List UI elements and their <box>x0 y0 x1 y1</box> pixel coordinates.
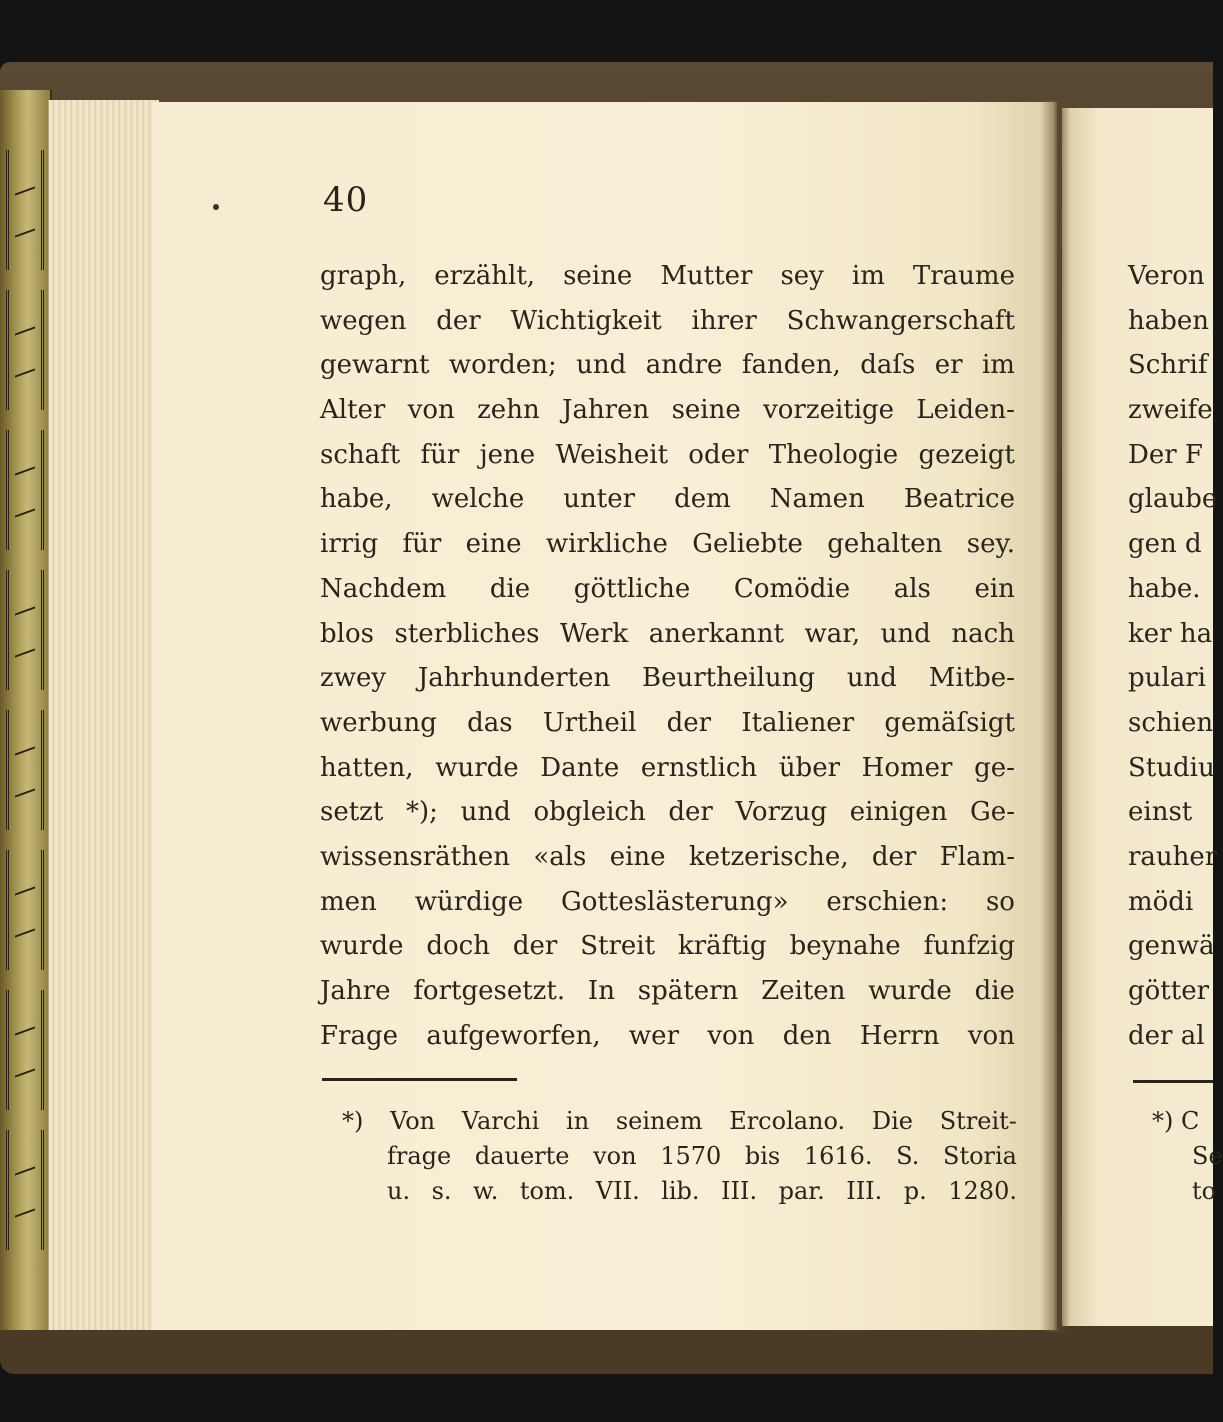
text-line: Frage aufgeworfen, wer von den Herrn von <box>320 1020 1015 1051</box>
spine-ornament-icon <box>6 710 44 830</box>
text-line: gen d <box>1128 529 1202 560</box>
text-line: gewarnt worden; und andre fanden, daſs er im <box>320 350 1015 381</box>
footnote-divider <box>322 1078 517 1081</box>
spine-ornament-icon <box>6 150 44 270</box>
text-line: setzt *); und obgleich der Vorzug einigen Ge- <box>320 797 1015 828</box>
footnote-line: Se <box>1192 1142 1223 1170</box>
text-line: der al <box>1128 1020 1205 1051</box>
text-line: glaube <box>1128 484 1218 515</box>
text-line: werbung das Urtheil der Italiener gemäſsigt <box>320 707 1015 738</box>
footnote-line: frage dauerte von 1570 bis 1616. S. Storia <box>387 1142 1017 1170</box>
text-line: Alter von zehn Jahren seine vorzeitige Leiden- <box>320 395 1015 426</box>
footnote-line: to <box>1192 1177 1217 1205</box>
text-line: pulari <box>1128 663 1206 694</box>
text-line: habe. <box>1128 573 1201 604</box>
text-line: haben <box>1128 305 1210 336</box>
text-line: wegen der Wichtigkeit ihrer Schwangerschaft <box>320 305 1015 336</box>
text-line: zwey Jahrhunderten Beurtheilung und Mitbe- <box>320 663 1015 694</box>
text-line: Jahre fortgesetzt. In spätern Zeiten wurde die <box>320 976 1015 1006</box>
footnote <box>1152 1104 1223 1209</box>
text-line: rauher <box>1128 841 1218 872</box>
text-line: men würdige Gotteslästerung» erschien: so <box>320 886 1015 917</box>
text-line: Schrif <box>1128 350 1208 381</box>
spine-ornament-icon <box>6 850 44 970</box>
text-line: ker ha <box>1128 618 1213 649</box>
page-number: 40 <box>323 180 369 220</box>
text-line: hatten, wurde Dante ernstlich über Homer ge- <box>320 752 1015 783</box>
text-line: Nachdem die göttliche Comödie als ein <box>320 573 1015 604</box>
text-line: habe, welche unter dem Namen Beatrice <box>320 484 1015 515</box>
spine-ornament-icon <box>6 1130 44 1250</box>
spine-ornament-icon <box>6 430 44 550</box>
footnote-divider <box>1133 1080 1213 1083</box>
text-line: einst <box>1128 797 1193 828</box>
right-page-text <box>1128 254 1218 1058</box>
text-line: schaft für jene Weisheit oder Theologie gezeigt <box>320 439 1015 470</box>
text-line: blos sterbliches Werk anerkannt war, und nach <box>320 618 1015 649</box>
page-edges <box>48 100 159 1330</box>
spine-ornament-icon <box>6 990 44 1110</box>
ink-spot <box>213 204 219 210</box>
footnote-line: u. s. w. tom. VII. lib. III. par. III. p. 1280. <box>387 1177 1017 1205</box>
text-line: mödi <box>1128 886 1194 917</box>
text-line: graph, erzählt, seine Mutter sey im Traume <box>320 261 1015 291</box>
text-line: Der F <box>1128 439 1203 470</box>
text-line: zweife <box>1128 395 1213 426</box>
book-gutter <box>1040 100 1070 1332</box>
main-text-block <box>320 254 1015 1058</box>
text-line: wissensräthen «als eine ketzerische, der Flam- <box>320 841 1015 872</box>
footnote-line: *) C <box>1152 1107 1200 1135</box>
text-line: genwä <box>1128 931 1215 962</box>
text-line: Studiu <box>1128 752 1215 783</box>
text-line: irrig für eine wirkliche Geliebte gehalten sey. <box>320 529 1015 560</box>
text-line: wurde doch der Streit kräftig beynahe funfzig <box>320 931 1015 962</box>
footnote <box>342 1104 1017 1209</box>
footnote-line: *) Von Varchi in seinem Ercolano. Die Streit- <box>342 1107 1017 1135</box>
text-line: schien <box>1128 707 1214 738</box>
text-line: Veron <box>1128 261 1205 291</box>
spine-ornament-icon <box>6 290 44 410</box>
book-spine <box>0 90 52 1330</box>
spine-ornament-icon <box>6 570 44 690</box>
text-line: götter <box>1128 976 1210 1006</box>
